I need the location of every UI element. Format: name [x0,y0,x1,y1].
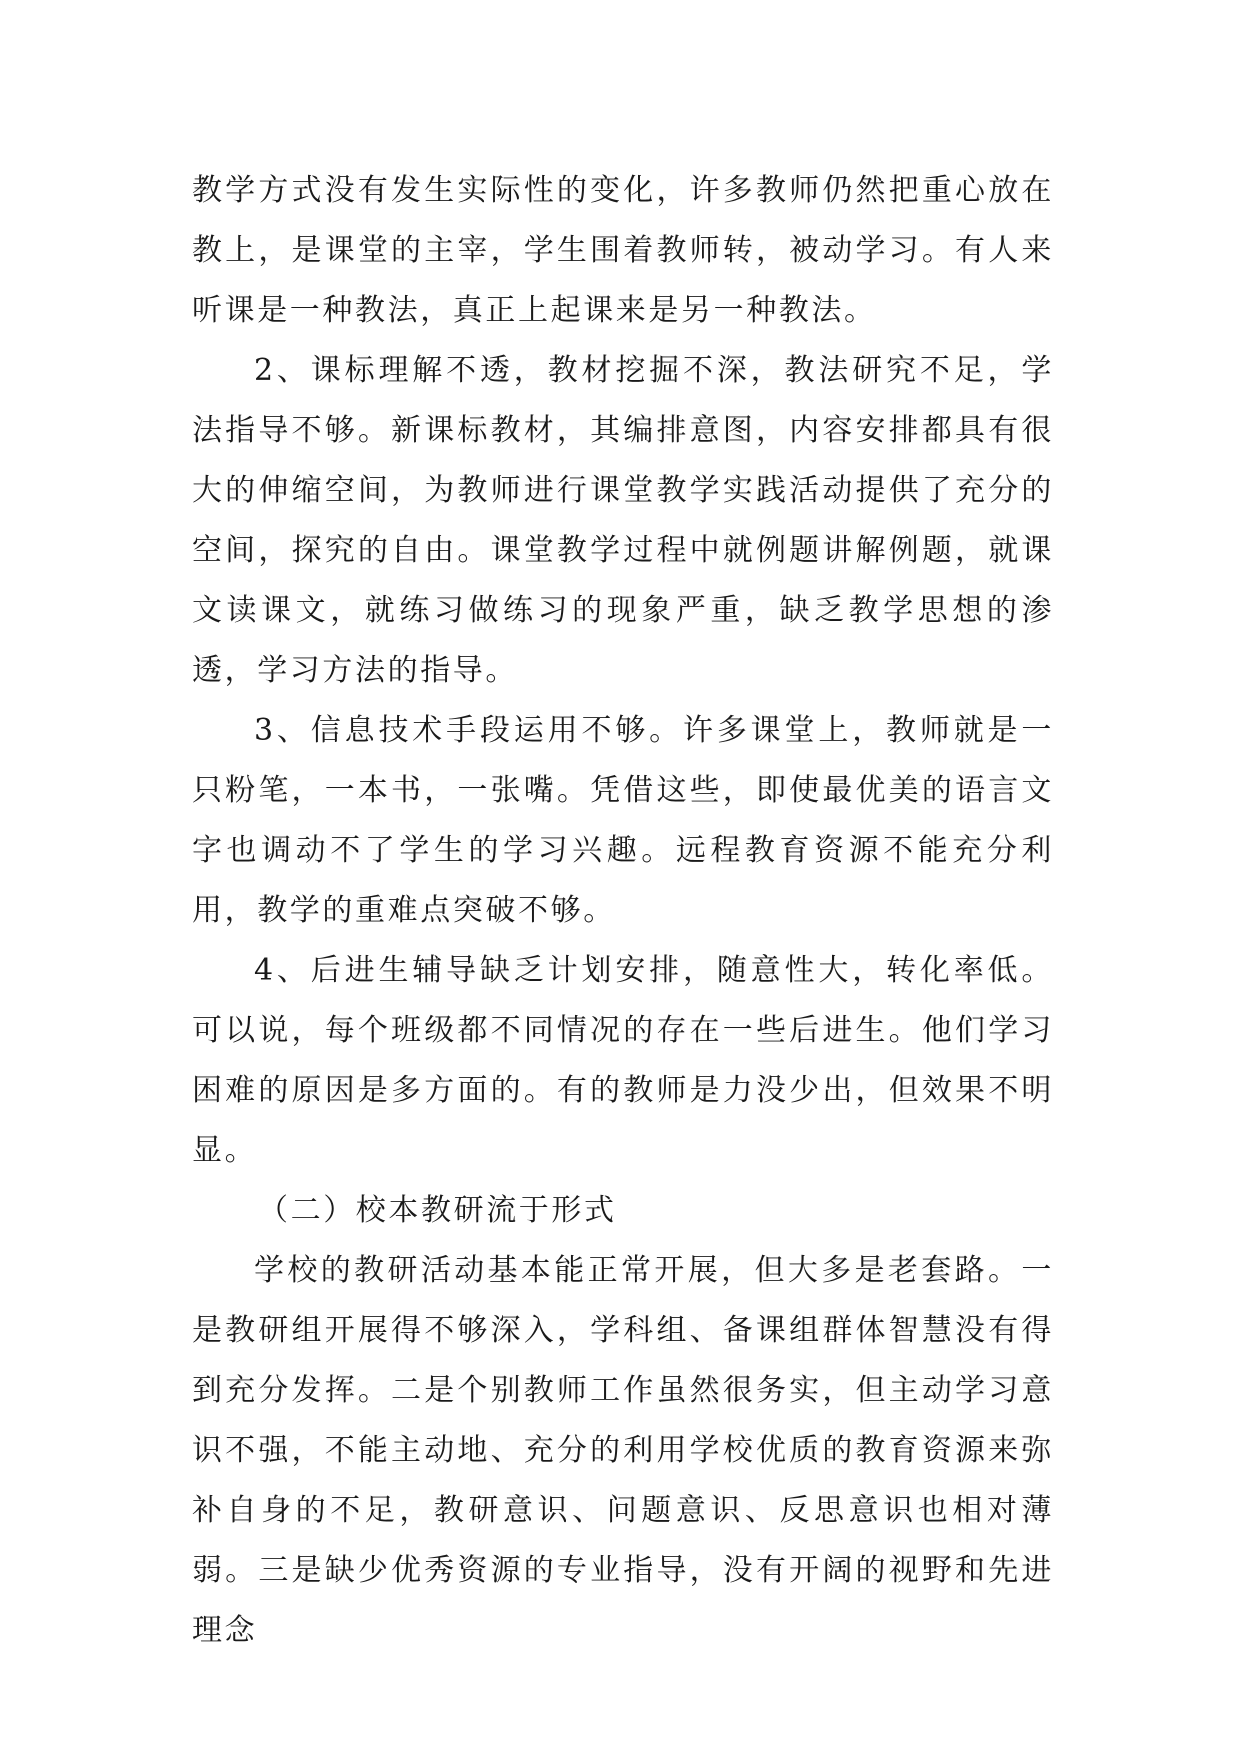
section-heading: （二）校本教研流于形式 [258,1193,617,1228]
paragraph-item-4: 4、后进生辅导缺乏计划安排，随意性大，转化率低。可以说，每个班级都不同情况的存在一些后进生。他们学习困难的原因是多方面的。有的教师是力没少出，但效果不明显。 [192,953,1054,1168]
paragraph-item-2: 2、课标理解不透，教材挖掘不深，教法研究不足，学法指导不够。新课标教材，其编排意图，内容安排都具有很大的伸缩空间，为教师进行课堂教学实践活动提供了充分的空间，探究的自由。课堂教学过程中就例题讲解例题，就课文读课文，就练习做练习的现象严重，缺乏教学思想的渗透，学习方法的指导。 [192,353,1054,688]
document-body [192,161,1054,1661]
paragraph-school-research: 学校的教研活动基本能正常开展，但大多是老套路。一是教研组开展得不够深入，学科组、备课组群体智慧没有得到充分发挥。二是个别教师工作虽然很务实，但主动学习意识不强，不能主动地、充分的利用学校优质的教育资源来弥补自身的不足，教研意识、问题意识、反思意识也相对薄弱。三是缺少优秀资源的专业指导，没有开阔的视野和先进理念 [192,1253,1054,1648]
paragraph-item-3: 3、信息技术手段运用不够。许多课堂上，教师就是一只粉笔，一本书，一张嘴。凭借这些，即使最优美的语言文字也调动不了学生的学习兴趣。远程教育资源不能充分利用，教学的重难点突破不够。 [192,713,1054,928]
paragraph-continuation: 教学方式没有发生实际性的变化，许多教师仍然把重心放在教上，是课堂的主宰，学生围着教师转，被动学习。有人来听课是一种教法，真正上起课来是另一种教法。 [192,173,1054,328]
